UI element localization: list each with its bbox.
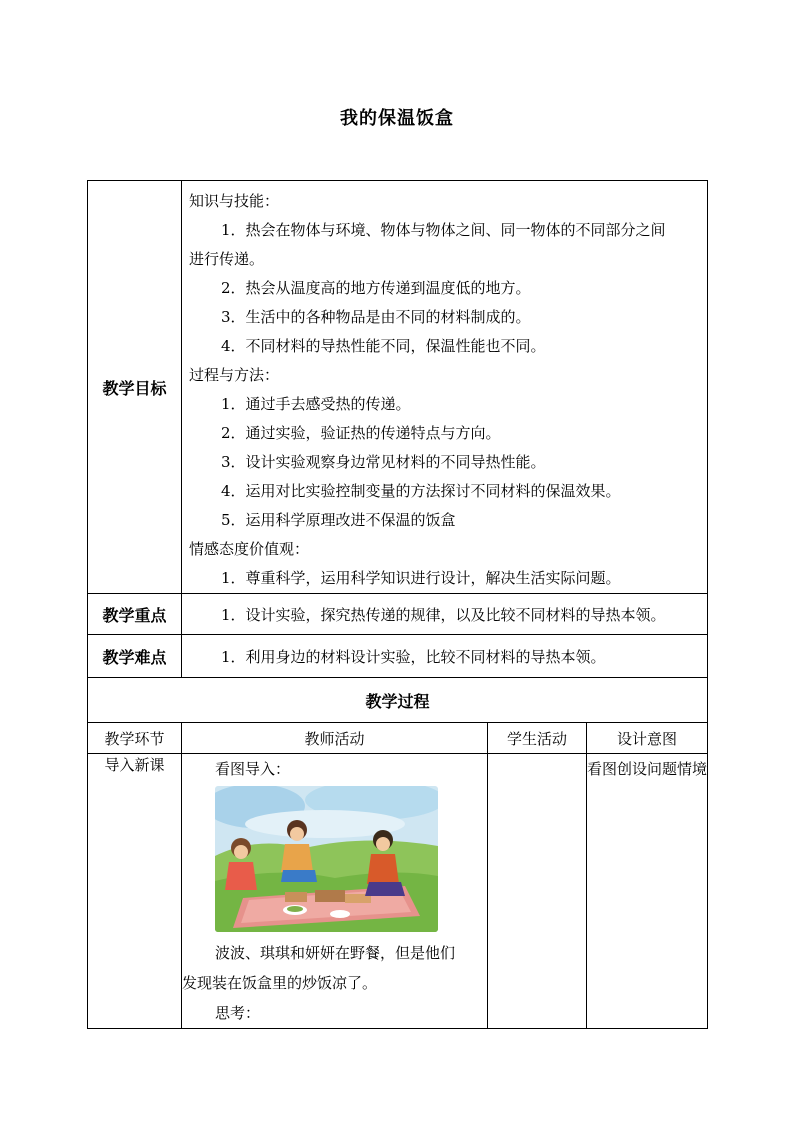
lesson-plan-table <box>87 180 708 1029</box>
goal-line: 4．运用对比实验控制变量的方法探讨不同材料的保温效果。 <box>221 482 621 500</box>
goal-line: 2．热会从温度高的地方传递到温度低的地方。 <box>221 279 531 297</box>
col-header-intent: 设计意图 <box>587 723 708 754</box>
goals-label: 教学目标 <box>88 181 182 594</box>
goal-line: 过程与方法： <box>189 366 280 384</box>
goals-content <box>182 181 708 594</box>
col-header-teacher: 教师活动 <box>182 723 488 754</box>
difficulties-text: 1．利用身边的材料设计实验，比较不同材料的导热本领。 <box>182 635 708 678</box>
intent-cell: 看图创设问题情境 <box>587 754 708 1029</box>
teacher-think: 思考： <box>215 1004 261 1022</box>
difficulties-label: 教学难点 <box>88 635 182 678</box>
stage-cell: 导入新课 <box>88 754 182 1029</box>
col-header-stage: 教学环节 <box>88 723 182 754</box>
goal-line: 1．热会在物体与环境、物体与物体之间、同一物体的不同部分之间 <box>221 221 666 239</box>
key-points-text: 1．设计实验，探究热传递的规律，以及比较不同材料的导热本领。 <box>182 594 708 635</box>
student-activity-cell <box>488 754 587 1029</box>
key-points-label: 教学重点 <box>88 594 182 635</box>
col-header-student: 学生活动 <box>488 723 587 754</box>
goal-line: 1．通过手去感受热的传递。 <box>221 395 411 413</box>
goal-line: 3．生活中的各种物品是由不同的材料制成的。 <box>221 308 531 326</box>
teacher-text-1: 波波、琪琪和妍妍在野餐，但是他们 <box>215 944 456 962</box>
process-header-row <box>88 723 708 754</box>
goal-line: 3．设计实验观察身边常见材料的不同导热性能。 <box>221 453 546 471</box>
process-title-row <box>88 678 708 723</box>
teacher-text-2: 发现装在饭盒里的炒饭凉了。 <box>182 974 378 992</box>
process-title: 教学过程 <box>88 678 708 723</box>
goal-line: 5．运用科学原理改进不保温的饭盒 <box>221 511 456 529</box>
goal-line: 2．通过实验，验证热的传递特点与方向。 <box>221 424 501 442</box>
goal-line: 1．尊重科学，运用科学知识进行设计，解决生活实际问题。 <box>221 569 621 587</box>
goal-line: 进行传递。 <box>189 250 265 268</box>
goal-line: 4．不同材料的导热性能不同，保温性能也不同。 <box>221 337 546 355</box>
picnic-illustration <box>215 786 438 932</box>
goals-row <box>88 181 708 594</box>
goal-line: 知识与技能： <box>189 192 280 210</box>
teacher-activity-cell <box>182 754 488 1029</box>
document-title: 我的保温饭盒 <box>340 108 454 129</box>
table-row <box>88 754 708 1029</box>
key-points-row <box>88 594 708 635</box>
difficulties-row <box>88 635 708 678</box>
teacher-intro: 看图导入： <box>215 760 291 778</box>
goal-line: 情感态度价值观： <box>189 540 310 558</box>
